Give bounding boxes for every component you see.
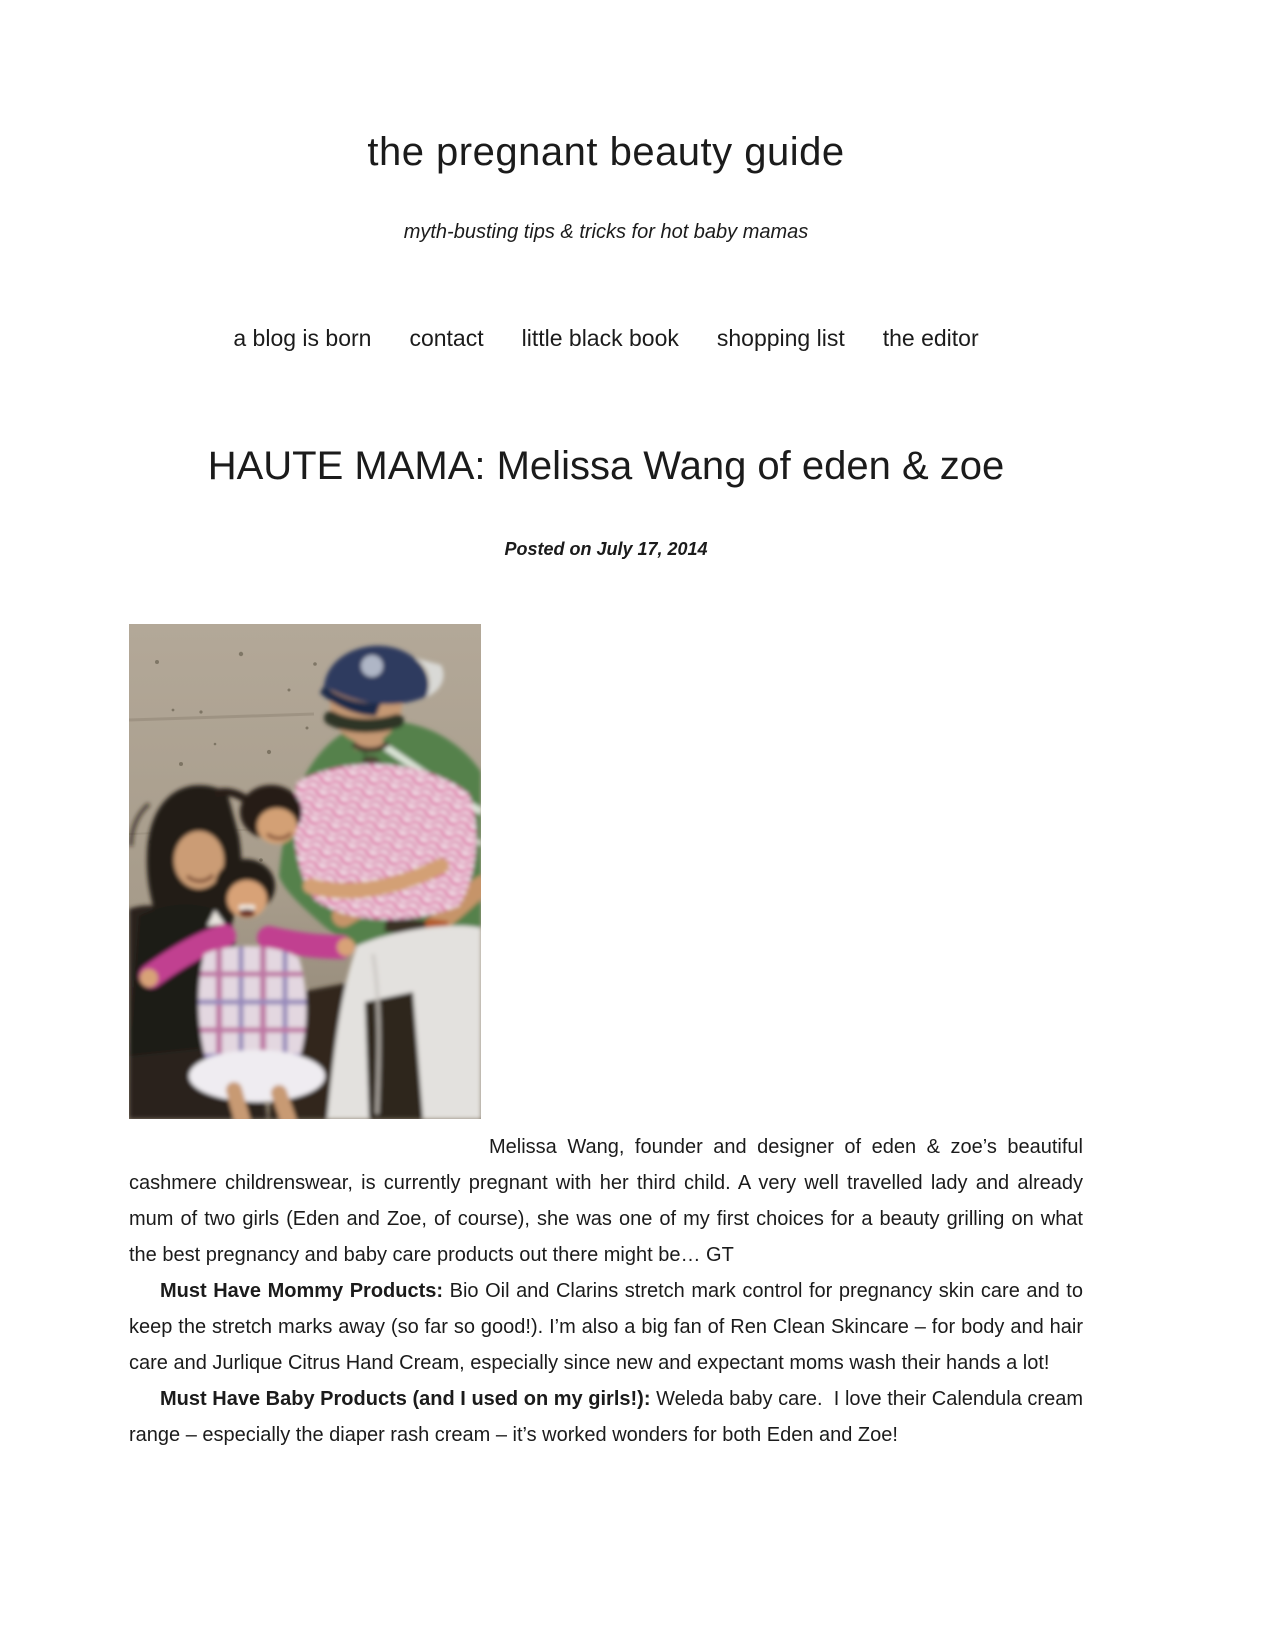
post-paragraph bbox=[129, 1381, 1083, 1453]
paragraph-text: Melissa Wang, founder and designer of eden & zoe’s beautiful cashmere childrenswear, is currently pregnant with her third child. A very well travelled lady and already mum of two girls (Eden and Zoe, of course), she was one of my first choices for a beauty grilling on what the best pregnancy and baby care products out there might be… GT bbox=[129, 1136, 1083, 1266]
post-article bbox=[129, 442, 1083, 1453]
post-paragraph bbox=[129, 1129, 1083, 1273]
masthead bbox=[129, 0, 1083, 352]
paragraph-lead-bold: Must Have Baby Products (and I used on my girls!): bbox=[160, 1388, 651, 1410]
paragraph-text: Bio Oil and Clarins stretch mark control for pregnancy skin care and to keep the stretch marks away (so far so good!). I’m also a big fan of Ren Clean Skincare – for body and hair care and Jurlique Citrus Hand Cream, especially since new and expectant moms wash their hands a lot! bbox=[129, 1280, 1083, 1374]
nav-item-the-editor[interactable]: the editor bbox=[882, 325, 979, 351]
post-title: HAUTE MAMA: Melissa Wang of eden & zoe bbox=[207, 444, 1005, 488]
site-title: the pregnant beauty guide bbox=[367, 130, 845, 174]
paragraph-text: Weleda baby care. I love their Calendula cream range – especially the diaper rash cream – it’s worked wonders for both Eden and Zoe! bbox=[129, 1388, 1083, 1446]
family-photo bbox=[129, 624, 481, 1119]
nav-item-contact[interactable]: contact bbox=[409, 325, 484, 351]
nav-item-a-blog-is-born[interactable]: a blog is born bbox=[233, 325, 372, 351]
site-tagline: myth-busting tips & tricks for hot baby mamas bbox=[403, 221, 809, 243]
main-nav bbox=[129, 324, 1083, 352]
first-line-spacer bbox=[129, 1129, 489, 1151]
post-paragraph bbox=[129, 1273, 1083, 1381]
nav-item-shopping-list[interactable]: shopping list bbox=[716, 325, 845, 351]
post-date: Posted on July 17, 2014 bbox=[504, 539, 708, 559]
nav-item-little-black-book[interactable]: little black book bbox=[521, 325, 679, 351]
paragraph-lead-bold: Must Have Mommy Products: bbox=[160, 1280, 444, 1302]
